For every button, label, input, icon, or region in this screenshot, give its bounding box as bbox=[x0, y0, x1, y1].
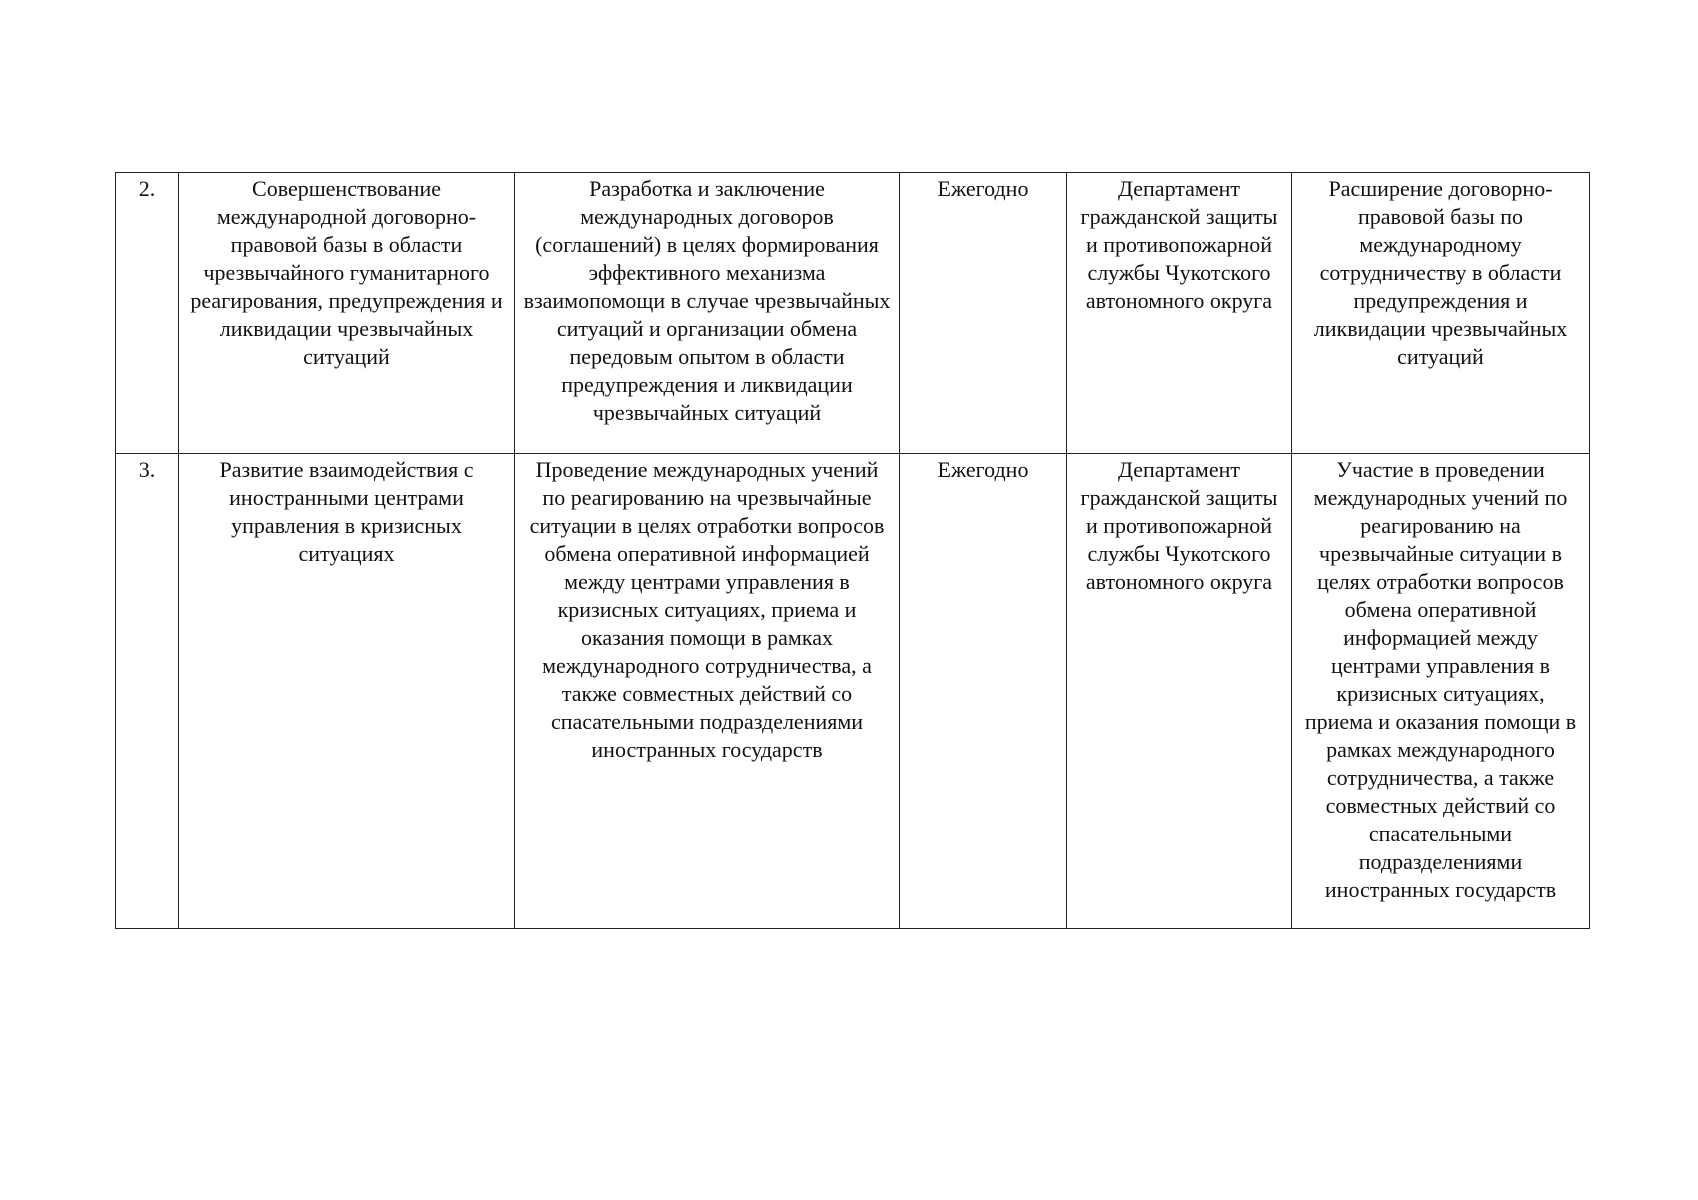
executor-text: Департамент гражданской защиты и противопожарной службы Чукотского автономного округа bbox=[1080, 457, 1278, 594]
row-number: 2. bbox=[138, 176, 156, 201]
term-text: Ежегодно bbox=[937, 176, 1029, 201]
term-cell bbox=[900, 454, 1067, 929]
measure-text: Проведение международных учений по реагированию на чрезвычайные ситуации в целях отработки вопросов обмена оперативной информацией между центрами управления в кризисных ситуациях, приема и оказания помощи в рамках международного сотрудничества, а также совместных действий со спасательными подразделениями иностранных государств bbox=[529, 457, 885, 762]
result-cell bbox=[1292, 454, 1590, 929]
task-text: Совершенствование международной договорно-правовой базы в области чрезвычайного гуманитарного реагирования, предупреждения и ликвидации чрезвычайных ситуаций bbox=[190, 176, 503, 369]
measure-cell bbox=[515, 173, 900, 454]
task-cell bbox=[179, 454, 515, 929]
executor-cell bbox=[1067, 454, 1292, 929]
result-text: Участие в проведении международных учений по реагированию на чрезвычайные ситуации в целях отработки вопросов обмена оперативной информацией между центрами управления в кризисных ситуациях, приема и оказания помощи в рамках международного сотрудничества, а также совместных действий со спасательными подразделениями иностранных государств bbox=[1304, 457, 1577, 902]
table-row bbox=[116, 454, 1590, 929]
row-number-cell bbox=[116, 454, 179, 929]
term-text: Ежегодно bbox=[937, 457, 1029, 482]
action-plan-table bbox=[115, 172, 1590, 929]
measure-cell bbox=[515, 454, 900, 929]
table-row bbox=[116, 173, 1590, 454]
task-cell bbox=[179, 173, 515, 454]
executor-cell bbox=[1067, 173, 1292, 454]
task-text: Развитие взаимодействия с иностранными центрами управления в кризисных ситуациях bbox=[219, 457, 474, 566]
row-number-cell bbox=[116, 173, 179, 454]
measure-text: Разработка и заключение международных договоров (соглашений) в целях формирования эффективного механизма взаимопомощи в случае чрезвычайных ситуаций и организации обмена передовым опытом в области предупреждения и ликвидации чрезвычайных ситуаций bbox=[523, 176, 891, 425]
executor-text: Департамент гражданской защиты и противопожарной службы Чукотского автономного округа bbox=[1080, 176, 1278, 313]
result-cell bbox=[1292, 173, 1590, 454]
row-number: 3. bbox=[138, 457, 156, 482]
result-text: Расширение договорно-правовой базы по международному сотрудничеству в области предупреждения и ликвидации чрезвычайных ситуаций bbox=[1313, 176, 1568, 369]
term-cell bbox=[900, 173, 1067, 454]
